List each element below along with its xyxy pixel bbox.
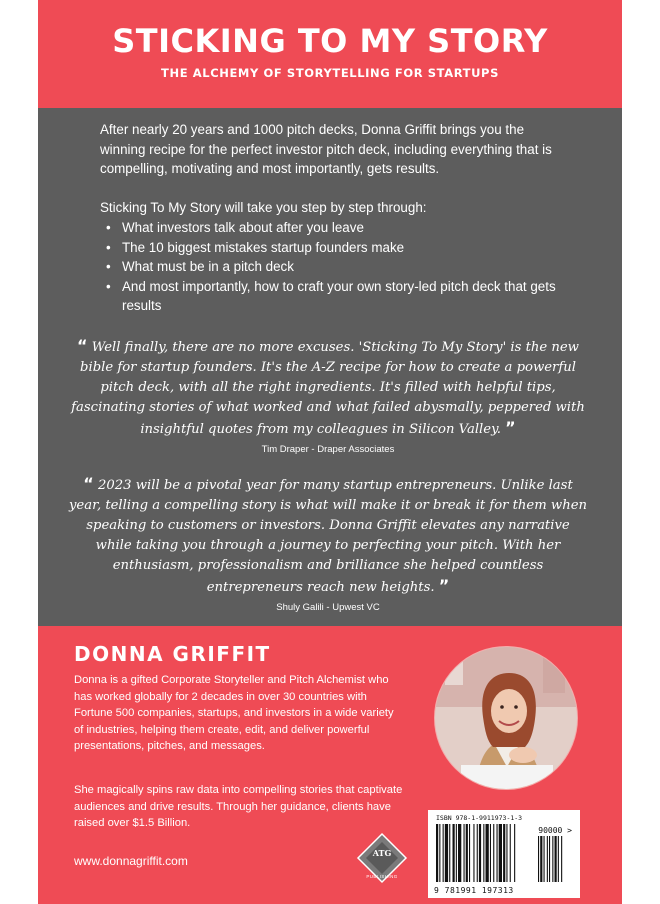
close-quote-icon: ” xyxy=(505,418,516,437)
intro-paragraph: After nearly 20 years and 1000 pitch decks, Donna Griffit brings you the winning recipe for the perfect investor pitch deck, including everything that is compelling, motivating and most importantly, gets results. xyxy=(100,122,552,176)
isbn-label: ISBN 978-1-9911973-1-3 xyxy=(436,814,523,822)
author-portrait-icon xyxy=(435,647,578,790)
author-name: DONNA GRIFFIT xyxy=(74,642,271,666)
book-title: STICKING TO MY STORY xyxy=(112,22,548,60)
testimonial-author: Shuly Galili xyxy=(276,602,324,613)
attribution-separator: - xyxy=(323,602,333,613)
publisher-logo-text: ATG xyxy=(372,848,392,858)
author-section xyxy=(38,626,622,904)
author-photo xyxy=(434,646,578,790)
list-item: • The 10 biggest mistakes startup founders make xyxy=(104,238,570,258)
publisher-logo xyxy=(356,832,408,884)
publisher-name: PUBLISHING xyxy=(366,874,398,879)
testimonial-text xyxy=(68,474,588,598)
testimonial-affiliation: Draper Associates xyxy=(317,444,395,455)
testimonial-body: Well finally, there are no more excuses. 'Sticking To My Story' is the new bible for startup founders. It's the A-Z recipe for how to create a powerful pitch deck, with all the right ingredients. It's filled with helpful tips, fascinating stories of what worked and what failed abysmally, peppered with insightful quotes from my colleagues in Silicon Valley. xyxy=(71,340,585,437)
list-item: • What investors talk about after you leave xyxy=(104,218,570,238)
isbn-barcode xyxy=(428,810,580,898)
book-back-cover xyxy=(38,0,622,904)
book-subtitle: THE ALCHEMY OF STORYTELLING FOR STARTUPS xyxy=(161,66,499,80)
attribution-separator: - xyxy=(308,444,318,455)
feature-list xyxy=(104,218,570,316)
cover-header xyxy=(38,0,622,108)
author-website: www.donnagriffit.com xyxy=(74,854,188,868)
testimonial-affiliation: Upwest VC xyxy=(332,602,380,613)
testimonial-1 xyxy=(68,336,588,455)
open-quote-icon: “ xyxy=(77,336,88,355)
testimonial-text xyxy=(68,336,588,440)
testimonial-attribution xyxy=(68,602,588,613)
isbn-digits: 9 781991 197313 xyxy=(434,886,514,895)
description-panel xyxy=(38,108,622,626)
barcode-bars xyxy=(428,810,580,898)
testimonial-attribution xyxy=(68,444,588,455)
intro-lead: Sticking To My Story will take you step by step through: xyxy=(100,200,427,215)
price-code: 90000 > xyxy=(538,826,572,835)
author-bio: Donna is a gifted Corporate Storyteller and Pitch Alchemist who has worked globally for 2 decades in over 30 countries with Fortune 500 companies, startups, and investors in a wide variety of industries, helping them create, edit, and deliver powerful presentations, pitches, and messages. xyxy=(74,674,394,752)
testimonial-2 xyxy=(68,474,588,613)
open-quote-icon: “ xyxy=(83,474,94,493)
testimonial-author: Tim Draper xyxy=(261,444,309,455)
close-quote-icon: ” xyxy=(438,576,450,595)
author-bio-2: She magically spins raw data into compelling stories that captivate audiences and drive results. Through her guidance, clients have raised over $1.5 Billion. xyxy=(74,784,403,829)
testimonial-body: 2023 will be a pivotal year for many startup entrepreneurs. Unlike last year, telling a compelling story is what will make it or break it for them when speaking to customers or investors. Donna Griffit elevates any narrative while taking you through a journey to perfecting your pitch. With her enthusiasm, professionalism and brilliance she helped countless entrepreneurs reach new heights. xyxy=(68,478,588,595)
list-item: • And most importantly, how to craft your own story-led pitch deck that gets results xyxy=(104,277,570,316)
list-item: • What must be in a pitch deck xyxy=(104,257,570,277)
